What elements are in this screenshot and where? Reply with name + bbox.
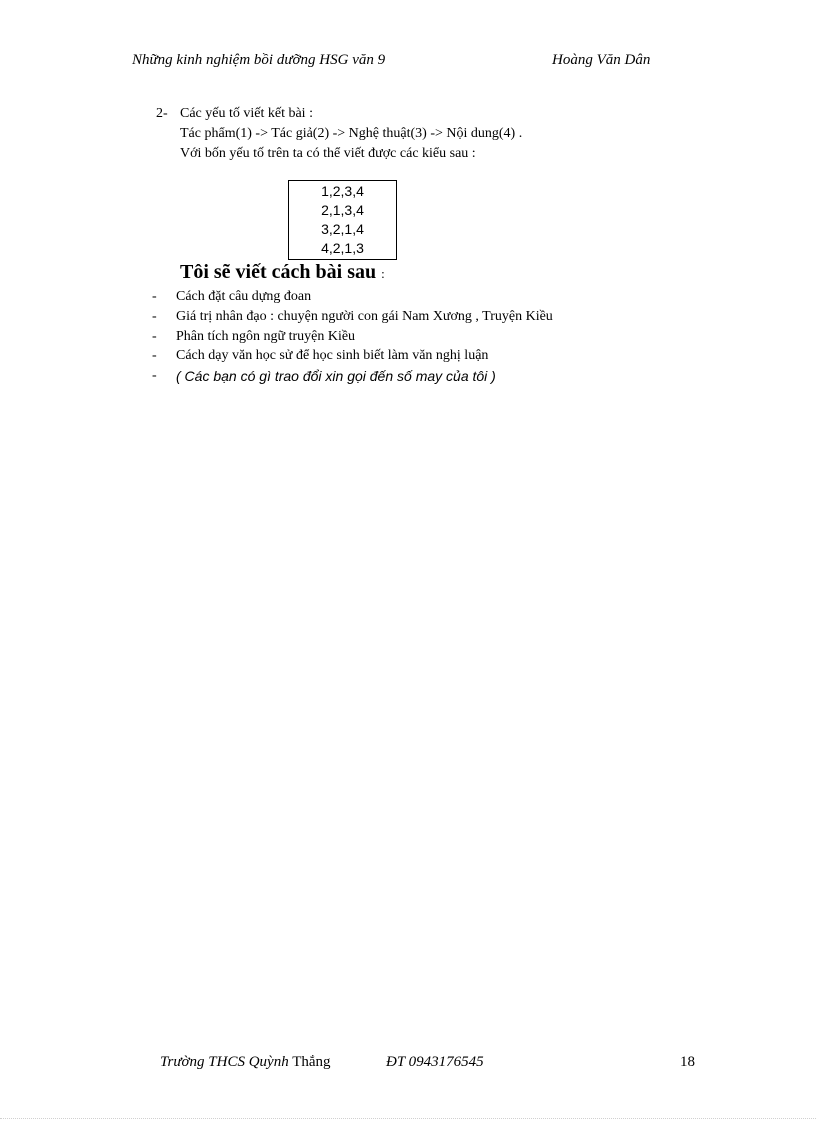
- header-title: Những kinh nghiệm bồi dưỡng HSG văn 9: [132, 52, 386, 68]
- bullet-dash: -: [152, 309, 157, 324]
- page-edge-divider: [0, 1118, 816, 1119]
- heading-text: Tôi sẽ viết cách bài sau: [180, 261, 377, 283]
- bullet-dash: -: [152, 329, 157, 344]
- list-item: Giá trị nhân đạo : chuyện người con gái Nam Xương , Truyện Kiều: [176, 309, 553, 324]
- list-item: Phân tích ngôn ngữ truyện Kiều: [176, 329, 356, 344]
- combination-row: 2,1,3,4: [321, 202, 364, 218]
- list-item: Cách đặt câu dựng đoan: [176, 289, 312, 304]
- section-line-2: Với bốn yếu tố trên ta có thể viết được các kiểu sau :: [180, 146, 476, 161]
- bullet-dash: -: [152, 368, 157, 383]
- page-number: 18: [680, 1054, 695, 1070]
- footer-phone: ĐT 0943176545: [386, 1054, 484, 1070]
- footer-school-rest: Thắng: [288, 1054, 331, 1070]
- section-heading: [180, 261, 385, 284]
- combination-row: 1,2,3,4: [321, 183, 364, 199]
- bullet-dash: -: [152, 289, 157, 304]
- section-number: 2-: [156, 106, 168, 121]
- footer-school: [160, 1054, 331, 1071]
- header-author: Hoàng Văn Dân: [552, 52, 651, 68]
- footer-school-italic: Trường THCS Quỳnh: [160, 1054, 289, 1070]
- combination-box: [288, 180, 397, 260]
- combination-row: 3,2,1,4: [321, 221, 364, 237]
- bullet-dash: -: [152, 348, 157, 363]
- list-item-note: ( Các bạn có gì trao đổi xin gọi đến số may của tôi ): [176, 368, 496, 384]
- section-line-1: Tác phẩm(1) -> Tác giả(2) -> Nghệ thuật(3) -> Nội dung(4) .: [180, 126, 523, 141]
- list-item: Cách dạy văn học sử để học sinh biết làm văn nghị luận: [176, 348, 489, 363]
- section-title: Các yếu tố viết kết bài :: [180, 106, 313, 121]
- combination-row: 4,2,1,3: [321, 240, 364, 256]
- heading-colon: :: [381, 266, 385, 281]
